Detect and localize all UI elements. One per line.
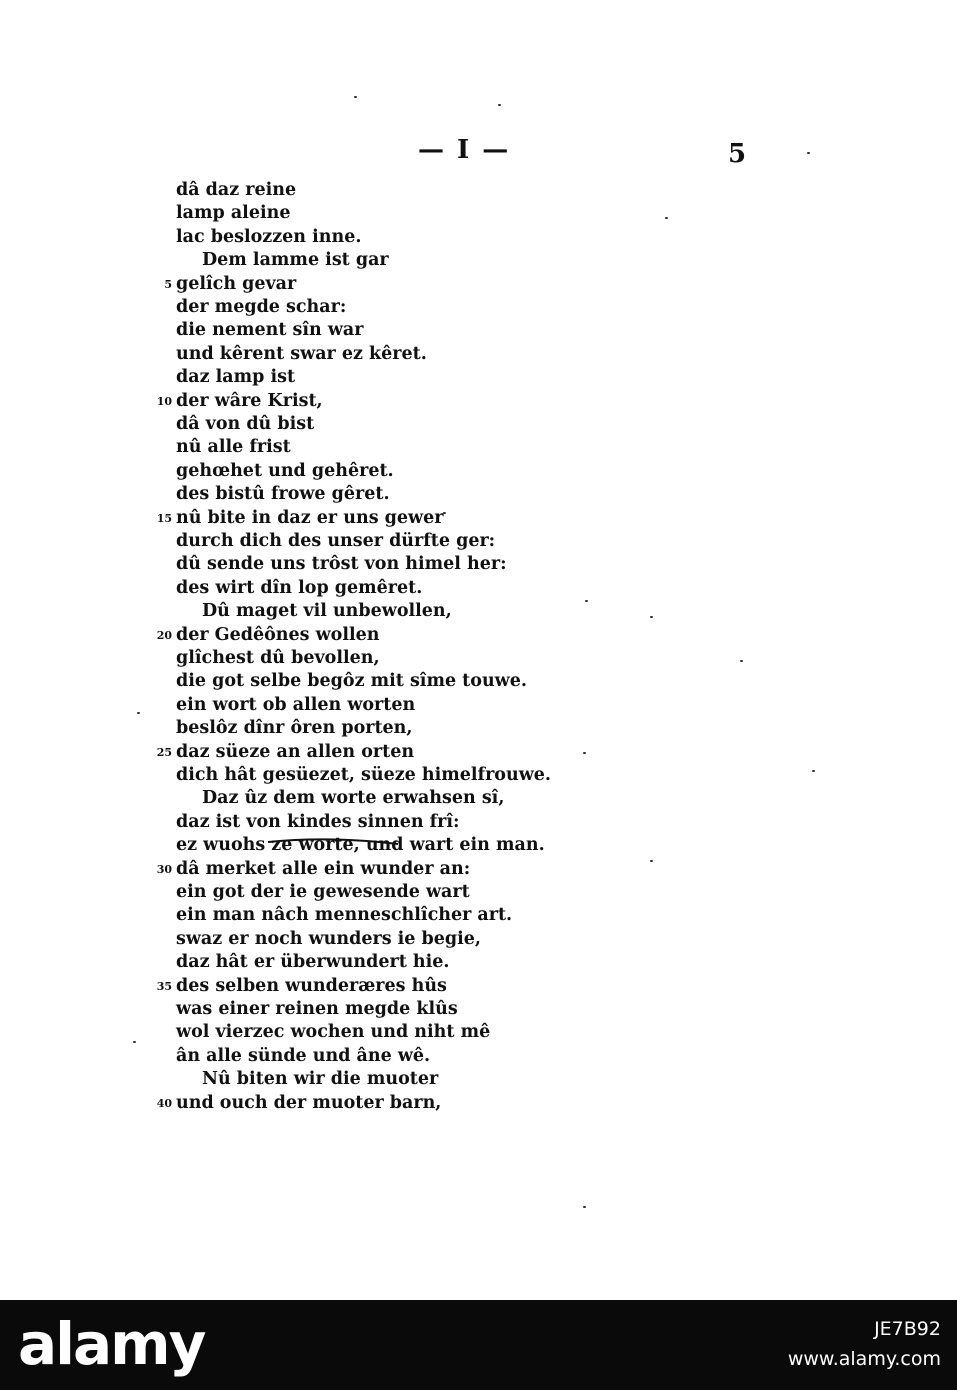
page-number: 5 [728,139,747,169]
line-text: ez wuohs ze worte, und wart ein man. [176,835,545,856]
line-text: des selben wunderæres hûs [176,975,447,996]
speck-mark [812,770,815,772]
speck-mark [133,1041,136,1043]
watermark-footer [0,1300,957,1390]
line-text: des wirt dîn lop gemêret. [176,577,423,598]
speck-mark [650,860,653,862]
line-text: daz lamp ist [176,367,296,388]
poem-line: 35 des selben wunderæres hûs [156,975,447,996]
line-text: Dem lamme ist gar [202,250,389,271]
line-text: daz hât er überwundert hie. [176,952,450,973]
site-url: www.alamy.com [787,1348,941,1370]
line-text: ein wort ob allen worten [176,694,416,715]
poem-line: 5 gelîch gevar [164,273,297,294]
line-text: glîchest dû bevollen, [176,648,380,668]
speck-mark [583,752,586,754]
speck-mark [583,1206,586,1208]
line-text: Daz ûz dem worte erwahsen sî, [202,788,505,809]
line-text: und ouch der muoter barn, [176,1092,442,1113]
speck-mark [807,152,810,154]
section-heading: — I — [418,135,511,165]
line-text: gehœhet und gehêret. [176,460,394,481]
line-text: swaz er noch wunders ie begie, [176,928,482,949]
speck-mark [585,600,588,602]
poem-line: 15 nû bite in daz er uns gewer [156,507,444,528]
line-text: daz süeze an allen orten [176,741,415,762]
line-text: dich hât gesüezet, süeze himelfrouwe. [176,765,551,785]
line-text: des bistû frowe gêret. [176,484,390,505]
line-text: der Gedêônes wollen [176,624,380,645]
speck-mark [137,712,140,714]
line-text: die got selbe begôz mit sîme touwe. [176,671,527,692]
poem-line: 10 der wâre Krist, [156,390,323,411]
line-text: der wâre Krist, [176,390,323,411]
line-text: Dû maget vil unbewollen, [202,601,452,622]
speck-mark [354,96,357,98]
line-text: die nement sîn war [176,320,364,341]
line-text: beslôz dînr ôren porten, [176,718,413,739]
line-text: daz ist von kindes sinnen frî: [176,811,460,832]
line-text: ân alle sünde und âne wê. [176,1045,431,1066]
speck-mark [650,616,653,618]
line-text: lac beslozzen inne. [176,226,362,247]
poem-line: 25 daz süeze an allen orten [156,741,415,762]
line-text: gelîch gevar [176,273,297,294]
line-text: wol vierzec wochen und niht mê [176,1022,491,1043]
line-text: ein man nâch menneschlîcher art. [176,905,513,926]
line-text: der megde schar: [176,297,347,317]
speck-mark [498,104,501,106]
poem-line: 40 und ouch der muoter barn, [156,1092,442,1113]
line-text: ein got der ie gewesende wart [176,882,470,902]
line-text: was einer reinen megde klûs [176,999,458,1019]
line-text: dâ daz reine [176,180,297,200]
line-text: Nû biten wir die muoter [202,1069,439,1090]
line-text: nû alle frist [176,437,291,458]
line-text: nû bite in daz er uns gewer [176,507,444,528]
watermark-info [788,1314,941,1374]
speck-mark [665,217,668,219]
line-text: lamp aleine [176,203,291,224]
speck-mark [443,512,446,514]
line-text: durch dich des unser dürfte ger: [176,531,496,551]
alamy-logo: alamy [18,1310,205,1378]
line-text: und kêrent swar ez kêret. [176,343,427,364]
line-text: dâ merket alle ein wunder an: [176,858,471,879]
line-text: dû sende uns trôst von himel her: [176,554,507,575]
line-text: dâ von dû bist [176,414,315,434]
image-id: JE7B92 [874,1318,941,1340]
poem-line: 20 der Gedêônes wollen [156,624,380,645]
poem-line: 30 dâ merket alle ein wunder an: [156,858,471,879]
speck-mark [740,660,743,662]
